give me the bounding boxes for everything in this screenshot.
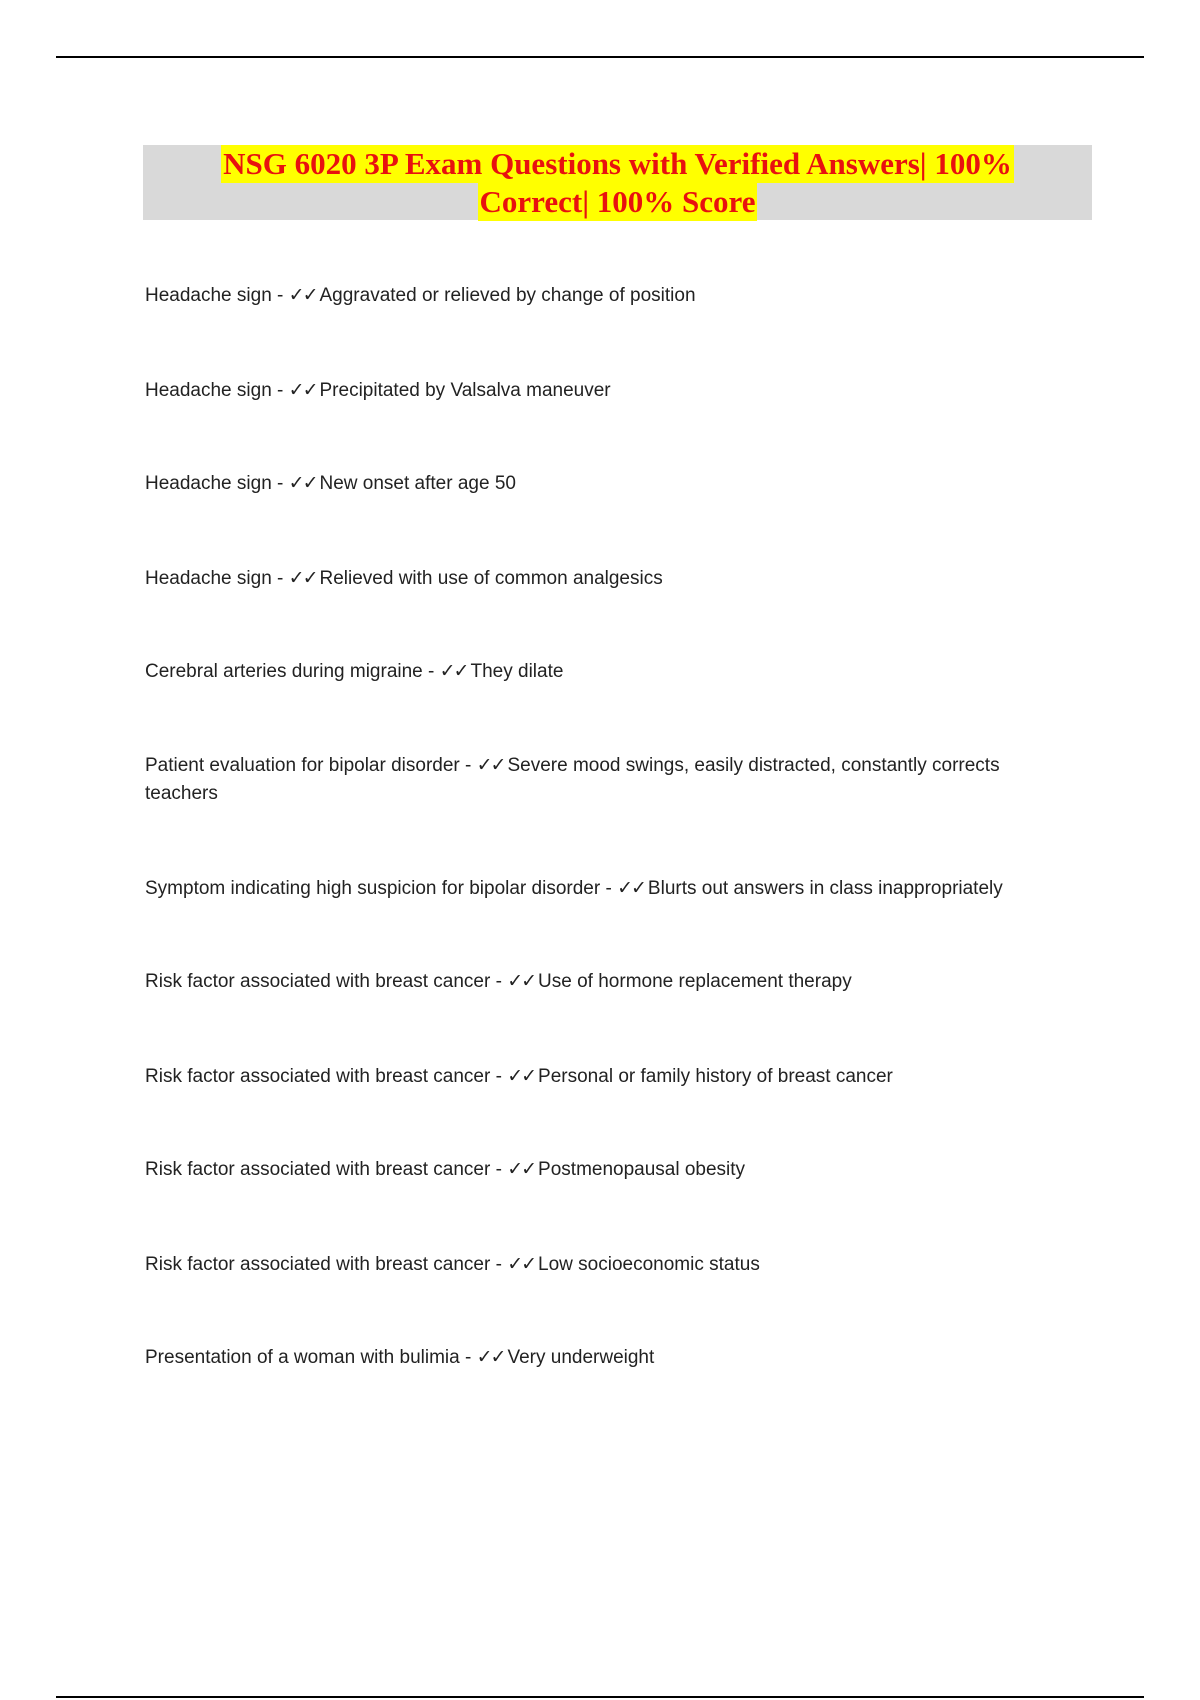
double-check-icon: ✓✓ xyxy=(476,1347,505,1368)
qa-answer: Aggravated or relieved by change of position xyxy=(319,285,696,306)
double-check-icon: ✓✓ xyxy=(288,285,317,306)
qa-answer: Personal or family history of breast cancer xyxy=(538,1066,893,1087)
qa-item xyxy=(145,752,1075,808)
qa-item xyxy=(145,282,1075,310)
qa-separator: - xyxy=(490,1159,508,1180)
double-check-icon: ✓✓ xyxy=(476,755,505,776)
double-check-icon: ✓✓ xyxy=(507,1066,536,1087)
qa-item xyxy=(145,968,1075,996)
qa-item xyxy=(145,1063,1075,1091)
qa-separator: - xyxy=(459,755,477,776)
qa-answer: Postmenopausal obesity xyxy=(538,1159,746,1180)
top-rule xyxy=(56,56,1144,58)
qa-question: Presentation of a woman with bulimia xyxy=(145,1347,460,1368)
bottom-rule xyxy=(56,1696,1144,1698)
qa-item xyxy=(145,377,1075,405)
qa-item xyxy=(145,470,1075,498)
title-line-1: NSG 6020 3P Exam Questions with Verified Answers| 100% xyxy=(223,145,1012,181)
qa-question: Risk factor associated with breast cancer xyxy=(145,1066,491,1087)
qa-question: Patient evaluation for bipolar disorder xyxy=(145,755,460,776)
qa-separator: - xyxy=(271,473,289,494)
qa-question: Headache sign xyxy=(145,568,272,589)
qa-answer: Blurts out answers in class inappropriately xyxy=(647,878,1003,899)
qa-question: Cerebral arteries during migraine xyxy=(145,661,423,682)
double-check-icon: ✓✓ xyxy=(617,878,645,899)
double-check-icon: ✓✓ xyxy=(439,661,468,682)
qa-question: Symptom indicating high suspicion for bipolar disorder xyxy=(145,878,601,899)
document-title xyxy=(143,145,1092,220)
qa-item xyxy=(145,875,1075,903)
qa-answer: Low socioeconomic status xyxy=(538,1254,760,1275)
qa-separator: - xyxy=(271,380,289,401)
double-check-icon: ✓✓ xyxy=(507,1159,536,1180)
qa-answer: Severe mood swings, easily distracted, constantly corrects teachers xyxy=(145,755,1000,804)
qa-answer: Precipitated by Valsalva maneuver xyxy=(319,380,611,401)
qa-separator: - xyxy=(459,1347,477,1368)
qa-item xyxy=(145,1251,1075,1279)
qa-answer: New onset after age 50 xyxy=(319,473,516,494)
double-check-icon: ✓✓ xyxy=(288,568,317,589)
qa-separator: - xyxy=(271,568,289,589)
qa-question: Risk factor associated with breast cancer xyxy=(145,971,491,992)
qa-separator: - xyxy=(490,1066,508,1087)
double-check-icon: ✓✓ xyxy=(288,380,317,401)
qa-question: Headache sign xyxy=(145,380,272,401)
qa-separator: - xyxy=(271,285,289,306)
double-check-icon: ✓✓ xyxy=(507,971,536,992)
qa-separator: - xyxy=(422,661,440,682)
double-check-icon: ✓✓ xyxy=(507,1254,536,1275)
qa-answer: Use of hormone replacement therapy xyxy=(538,971,852,992)
qa-separator: - xyxy=(490,971,508,992)
qa-item xyxy=(145,658,1075,686)
qa-answer: They dilate xyxy=(470,661,564,682)
qa-question: Risk factor associated with breast cancer xyxy=(145,1159,491,1180)
title-line-2: Correct| 100% Score xyxy=(479,183,756,219)
qa-question: Risk factor associated with breast cancer xyxy=(145,1254,491,1275)
qa-separator: - xyxy=(600,878,618,899)
double-check-icon: ✓✓ xyxy=(288,473,317,494)
qa-question: Headache sign xyxy=(145,473,272,494)
qa-item xyxy=(145,565,1075,593)
qa-answer: Relieved with use of common analgesics xyxy=(319,568,663,589)
qa-item xyxy=(145,1344,1075,1372)
qa-item xyxy=(145,1156,1075,1184)
qa-separator: - xyxy=(490,1254,508,1275)
qa-answer: Very underweight xyxy=(507,1347,655,1368)
qa-question: Headache sign xyxy=(145,285,272,306)
